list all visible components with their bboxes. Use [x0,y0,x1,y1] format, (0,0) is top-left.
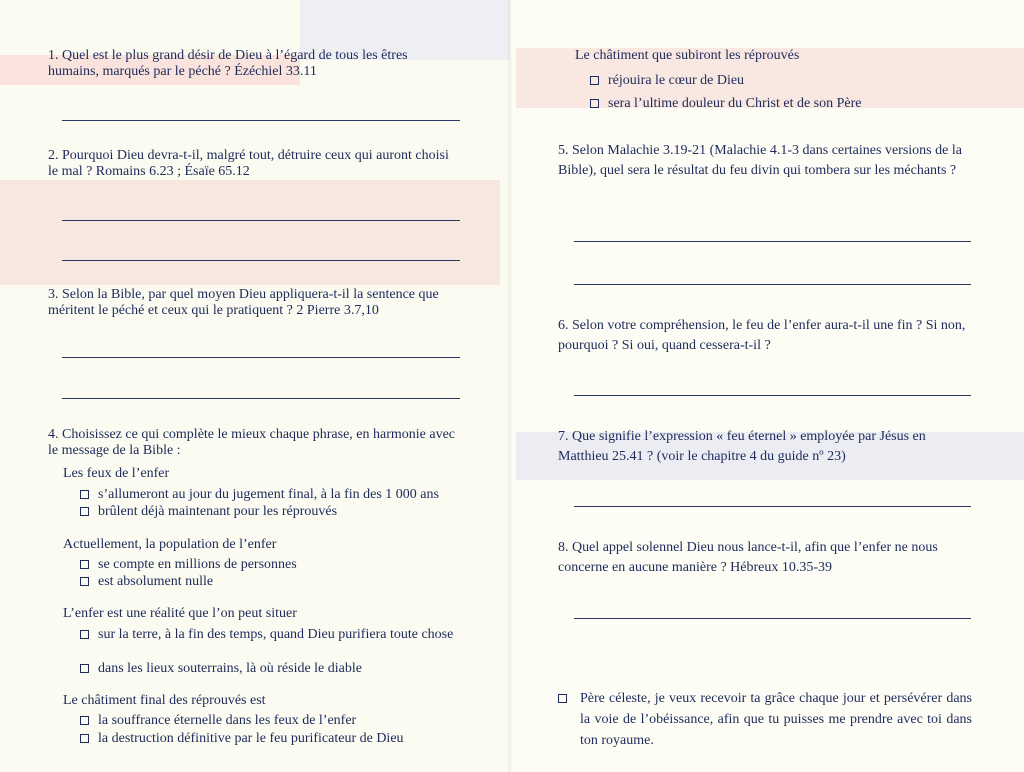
question-3 [48,287,460,319]
answer-line[interactable] [574,395,971,396]
option-item[interactable] [80,486,470,503]
group-title: Le châtiment final des réprouvés est [63,693,266,708]
option-label: s’allumeront au jour du jugement final, à la fin des 1 000 ans [98,487,439,502]
group-title: Les feux de l’enfer [63,466,170,481]
answer-line[interactable] [62,398,460,399]
group-title: Actuellement, la population de l’enfer [63,537,277,552]
option-label: sera l’ultime douleur du Christ et de son Père [608,96,862,111]
option-label: la destruction définitive par le feu purificateur de Dieu [98,731,404,746]
question-4-text: 4. Choisissez ce qui complète le mieux chaque phrase, en harmonie avec le message de la Bible : [48,427,456,458]
page-fold [508,0,516,772]
checkbox-icon[interactable] [80,716,89,725]
option-item[interactable] [590,72,990,89]
option-label: est absolument nulle [98,574,214,589]
option-label: la souffrance éternelle dans les feux de l’enfer [98,713,357,728]
answer-line[interactable] [62,260,460,261]
prayer-text: Père céleste, je veux recevoir ta grâce chaque jour et persévérer dans la voie de l’obéissance, afin que tu puisses me prendre avec toi dans ton royaume. [580,691,972,748]
question-2-text: 2. Pourquoi Dieu devra-t-il, malgré tout, détruire ceux qui auront choisi le mal ? Romains 6.23 ; Ésaïe 65.12 [48,148,449,179]
option-label: dans les lieux souterrains, là où réside le diable [98,661,362,676]
checkbox-icon[interactable] [80,560,89,569]
checkbox-icon[interactable] [590,99,599,108]
option-label: sur la terre, à la fin des temps, quand Dieu purifiera toute chose [98,627,454,642]
question-8-text: 8. Quel appel solennel Dieu nous lance-t-il, afin que l’enfer ne nous concerne en aucune manière ? Hébreux 10.35-39 [558,540,938,575]
answer-line[interactable] [62,220,460,221]
answer-line[interactable] [62,357,460,358]
option-item[interactable] [80,503,470,520]
question-7-text: 7. Que signifie l’expression « feu éternel » employée par Jésus en Matthieu 25.41 ? (voir le chapitre 4 du guide nº 23) [558,429,926,464]
question-2 [48,148,460,180]
question-6 [558,316,972,356]
checkbox-icon[interactable] [80,630,89,639]
question-8 [558,538,972,578]
checkbox-icon[interactable] [80,664,89,673]
question-4 [48,427,460,459]
question-6-text: 6. Selon votre compréhension, le feu de l’enfer aura-t-il une fin ? Si non, pourquoi ? Si oui, quand cessera-t-il ? [558,318,966,353]
print-bleed-band [0,180,500,285]
right-page [512,0,1024,772]
prayer-checkbox-icon[interactable] [558,694,567,703]
checkbox-icon[interactable] [80,577,89,586]
answer-line[interactable] [574,618,971,619]
option-item[interactable] [80,712,475,729]
question-3-text: 3. Selon la Bible, par quel moyen Dieu appliquera-t-il la sentence que méritent le péché et ceux qui le pratiquent ? 2 Pierre 3.7,10 [48,287,439,318]
checkbox-icon[interactable] [590,76,599,85]
option-label: brûlent déjà maintenant pour les réprouvés [98,504,338,519]
answer-line[interactable] [574,506,971,507]
option-item[interactable] [80,660,470,677]
question-7 [558,427,972,467]
answer-line[interactable] [62,120,460,121]
answer-line[interactable] [574,284,971,285]
question-5-text: 5. Selon Malachie 3.19-21 (Malachie 4.1-3 dans certaines versions de la Bible), quel sera le résultat du feu divin qui tombera sur les méchants ? [558,143,962,178]
option-item[interactable] [80,556,470,573]
option-label: se compte en millions de personnes [98,557,297,572]
question-5 [558,141,972,181]
group-title: Le châtiment que subiront les réprouvés [575,48,800,63]
answer-line[interactable] [574,241,971,242]
option-item[interactable] [80,573,470,590]
question-1-text: 1. Quel est le plus grand désir de Dieu à l’égard de tous les êtres humains, marqués par le péché ? Ézéchiel 33.11 [48,48,408,79]
option-item[interactable] [590,95,990,112]
checkbox-icon[interactable] [80,507,89,516]
checkbox-icon[interactable] [80,734,89,743]
checkbox-icon[interactable] [80,490,89,499]
group-title: L’enfer est une réalité que l’on peut situer [63,606,297,621]
option-item[interactable] [80,626,465,643]
option-item[interactable] [80,730,475,747]
option-label: réjouira le cœur de Dieu [608,73,745,88]
question-1 [48,48,460,80]
